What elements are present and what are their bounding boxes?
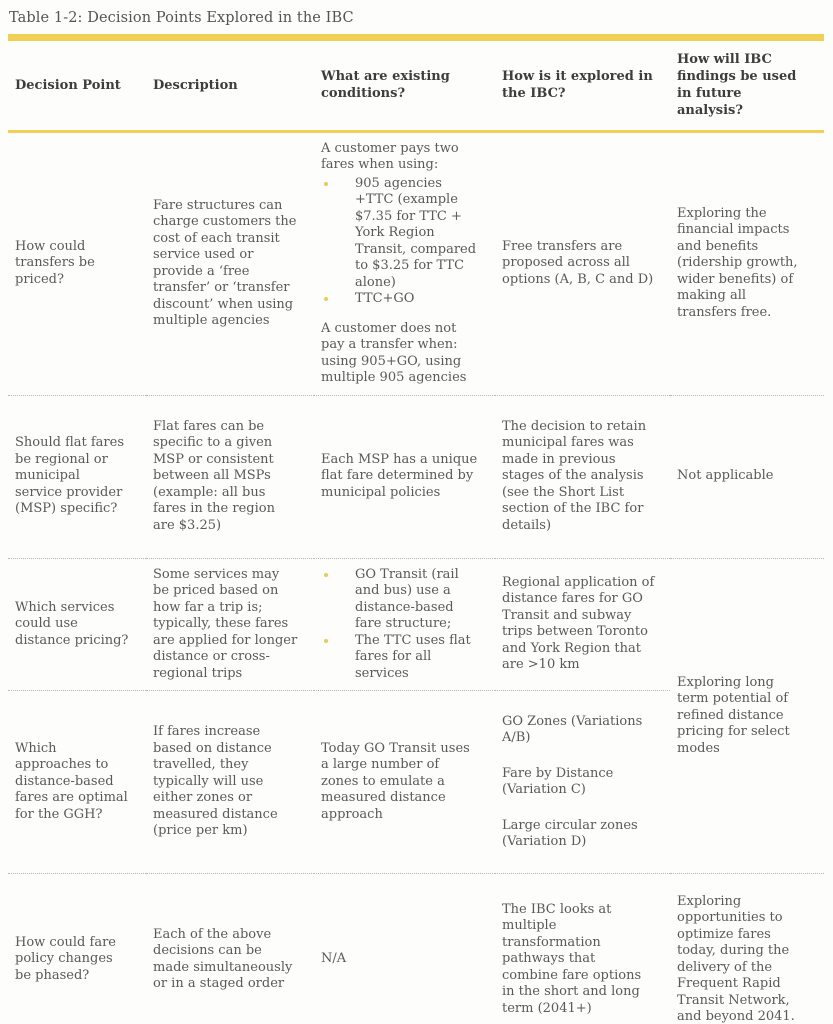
- cell-decision-point: [8, 874, 146, 1024]
- cell-existing-conditions: [314, 395, 495, 558]
- paragraph: Not applicable: [677, 468, 774, 484]
- cell-future-use-merged: [670, 558, 824, 874]
- paragraph: Exploring the financial impacts and benefits (ridership growth, wider benefits) of making all transfers free.: [677, 205, 798, 320]
- paragraph: The IBC looks at multiple transformation pathways that combine fare options in the short and long term (2041+): [502, 901, 642, 1016]
- table-row: [8, 874, 824, 1024]
- cell-explored-in-ibc: [495, 395, 670, 558]
- paragraph: Flat fares can be specific to a given MSP or consistent between all MSPs (example: all bus fares in the region are $3.25): [153, 418, 275, 533]
- cell-description: [146, 691, 314, 874]
- cell-explored-in-ibc: [495, 131, 670, 395]
- table-row: [8, 558, 824, 691]
- paragraph: Free transfers are proposed across all options (A, B, C and D): [502, 238, 654, 287]
- paragraph: Some services may be priced based on how far a trip is; typically, these fares are applied for longer distance or cross-regional trips: [153, 566, 298, 681]
- paragraph: Which approaches to distance-based fares are optimal for the GGH?: [15, 740, 128, 822]
- cell-description: [146, 395, 314, 558]
- col-header-explored-in-ibc: How is it explored in the IBC?: [502, 69, 653, 102]
- paragraph: Regional application of distance fares for GO Transit and subway trips between Toronto and York Region that are >10 km: [502, 574, 655, 673]
- paragraph: Which services could use distance pricing?: [15, 599, 129, 648]
- bullet-list: [321, 176, 480, 308]
- cell-decision-point: [8, 691, 146, 874]
- bullet-item: 905 agencies +TTC (example $7.35 for TTC + York Region Transit, compared to $3.25 for TTC alone): [321, 176, 480, 292]
- cell-existing-conditions: [314, 874, 495, 1024]
- bullet-item: The TTC uses flat fares for all services: [321, 633, 480, 683]
- cell-future-use: [670, 395, 824, 558]
- bullet-list: [321, 567, 480, 683]
- decision-points-table: [8, 34, 824, 1024]
- paragraph: Each of the above decisions can be made simultaneously or in a staged order: [153, 926, 293, 992]
- cell-description: [146, 558, 314, 691]
- cell-decision-point: [8, 395, 146, 558]
- col-header-decision-point: Decision Point: [15, 77, 121, 93]
- col-header-future-analysis: How will IBC findings be used in future analysis?: [677, 52, 797, 119]
- paragraph: N/A: [321, 951, 347, 967]
- cell-future-use: [670, 874, 824, 1024]
- bullet-item: TTC+GO: [321, 291, 480, 308]
- cell-explored-in-ibc: [495, 691, 670, 874]
- paragraph: How could fare policy changes be phased?: [15, 934, 116, 983]
- paragraph: A customer pays two fares when using:: [321, 140, 459, 173]
- cell-existing-conditions: [314, 131, 495, 395]
- paragraph: Large circular zones (Variation D): [502, 817, 638, 850]
- cell-description: [146, 131, 314, 395]
- paragraph: The decision to retain municipal fares was made in previous stages of the analysis (see the Short List section of the IBC for details): [502, 418, 647, 533]
- cell-description: [146, 874, 314, 1024]
- cell-future-use: [670, 131, 824, 395]
- cell-existing-conditions: [314, 558, 495, 691]
- cell-explored-in-ibc: [495, 874, 670, 1024]
- table-row: [8, 131, 824, 395]
- cell-decision-point: [8, 131, 146, 395]
- paragraph: Fare structures can charge customers the cost of each transit service used or provide a ‘free transfer’ or ‘transfer discount’ when using multiple agencies: [153, 197, 297, 329]
- paragraph: Exploring long term potential of refined distance pricing for select modes: [677, 674, 790, 756]
- paragraph: Exploring opportunities to optimize fares today, during the delivery of the Frequent Rapid Transit Network, and beyond 2041.: [677, 893, 795, 1024]
- paragraph: Each MSP has a unique flat fare determined by municipal policies: [321, 451, 478, 500]
- paragraph: GO Zones (Variations A/B): [502, 713, 643, 746]
- paragraph: How could transfers be priced?: [15, 238, 95, 287]
- paragraph: A customer does not pay a transfer when: using 905+GO, using multiple 905 agencies: [321, 320, 467, 386]
- col-header-existing-conditions: What are existing conditions?: [321, 69, 450, 102]
- cell-existing-conditions: [314, 691, 495, 874]
- cell-explored-in-ibc: [495, 558, 670, 691]
- paragraph: Today GO Transit uses a large number of zones to emulate a measured distance approach: [321, 740, 470, 822]
- table-row: [8, 395, 824, 558]
- cell-decision-point: [8, 558, 146, 691]
- col-header-description: Description: [153, 77, 238, 93]
- table-title: Table 1-2: Decision Points Explored in the IBC: [9, 10, 354, 26]
- paragraph: Should flat fares be regional or municipal service provider (MSP) specific?: [15, 435, 125, 517]
- paragraph: Fare by Distance (Variation C): [502, 765, 614, 798]
- bullet-item: GO Transit (rail and bus) use a distance-based fare structure;: [321, 567, 480, 633]
- header-row: [8, 38, 824, 132]
- paragraph: If fares increase based on distance travelled, they typically will use either zones or measured distance (price per km): [153, 724, 278, 839]
